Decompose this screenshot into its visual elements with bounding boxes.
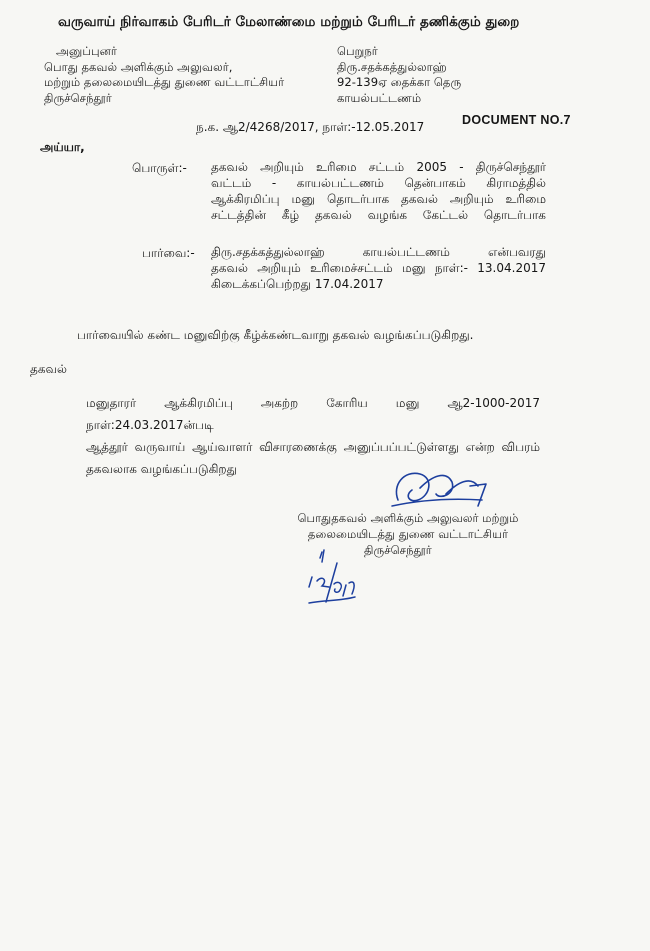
reference-number: ந.க. ஆ2/4268/2017, நாள்:-12.05.2017 [196, 120, 425, 134]
subject-line: வட்டம் - காயல்பட்டணம் தென்பாகம் கிராமத்தில் [211, 176, 546, 190]
information-line: மனுதாரர் ஆக்கிரமிப்பு அகற்ற கோரிய மனு ஆ2-1000-2017 நாள்:24.03.2017ன்படி [86, 396, 540, 432]
reference-line: தகவல் அறியும் உரிமைச்சட்டம் மனு நாள்:- 13.04.2017 [211, 261, 546, 275]
signatory-title: பொதுதகவல் அளிக்கும் அலுவலர் மற்றும் [297, 511, 519, 525]
signatory-place: திருச்செந்தூர் [364, 543, 432, 557]
signatory-title: தலைமையிடத்து துணை வட்டாட்சியர் [307, 527, 509, 541]
salutation: அய்யா, [40, 140, 85, 154]
recipient-line: திரு.சதக்கத்துல்லாஹ் [337, 59, 447, 74]
sender-line: மற்றும் தலைமையிடத்து துணை வட்டாட்சியர் [44, 75, 285, 89]
information-line: தகவலாக வழங்கப்படுகிறது [86, 462, 238, 476]
subject-label: பொருள்:- [132, 161, 187, 175]
information-line: ஆத்தூர் வருவாய் ஆய்வாளர் விசாரணைக்கு அனுப்பப்பட்டுள்ளது என்ற விபரம் [86, 440, 540, 454]
recipient-line: காயல்பட்டணம் [337, 90, 422, 105]
signature-block [278, 510, 538, 558]
reference-label: பார்வை:- [142, 246, 195, 260]
subject-line: தகவல் அறியும் உரிமை சட்டம் 2005 - திருச்செந்தூர் [211, 160, 546, 174]
sender-line: பொது தகவல் அளிக்கும் அலுவலர், [44, 59, 233, 74]
recipient-heading: பெறுநர் [337, 44, 378, 58]
subject-line: ஆக்கிரமிப்பு மனு தொடர்பாக தகவல் அறியும் உரிமை [211, 192, 546, 206]
intro-sentence: பார்வையில் கண்ட மனுவிற்கு கீழ்க்கண்டவாறு தகவல் வழங்கப்படுகிறது. [77, 328, 474, 342]
sender-heading: அனுப்புனர் [56, 44, 117, 58]
reference-line: திரு.சதக்கத்துல்லாஹ் காயல்பட்டணம் என்பவரது [211, 245, 546, 259]
department-header: வருவாய் நிர்வாகம் பேரிடர் மேலாண்மை மற்றும் பேரிடர் தணிக்கும் துறை [58, 14, 520, 30]
document-number: DOCUMENT NO.7 [462, 113, 571, 127]
recipient-line: 92-139ஏ தைக்கா தெரு [337, 75, 462, 89]
information-label: தகவல் [30, 362, 67, 376]
sender-line: திருச்செந்தூர் [44, 90, 112, 105]
subject-line: சட்டத்தின் கீழ் தகவல் வழங்க கேட்டல் தொடர்பாக [211, 208, 546, 222]
reference-line: கிடைக்கப்பெற்றது 17.04.2017 [211, 277, 384, 291]
